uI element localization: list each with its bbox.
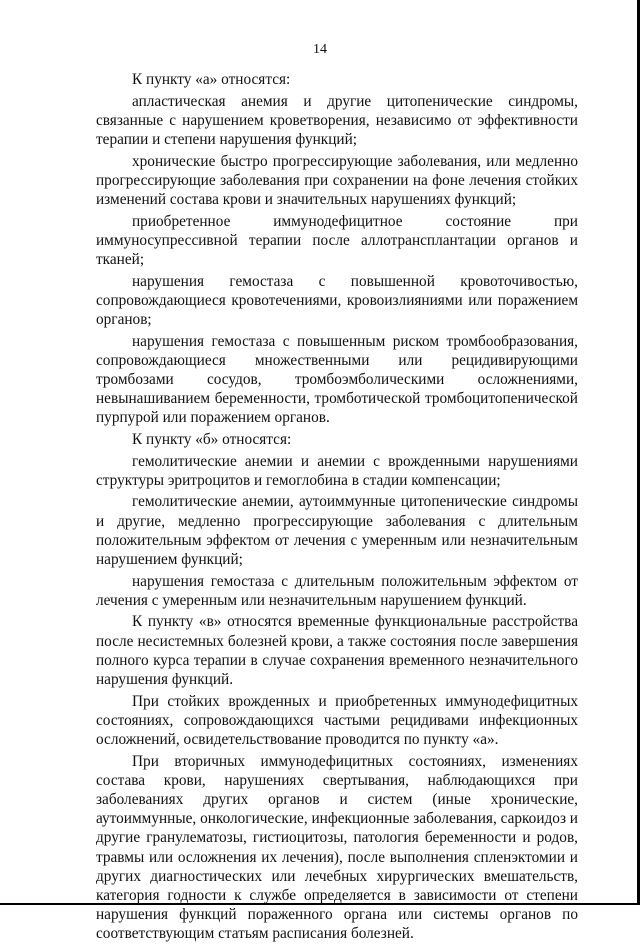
paragraph: нарушения гемостаза с длительным положительным эффектом от лечения с умеренным или незначительным нарушением функций. — [96, 572, 578, 609]
paragraph: нарушения гемостаза с повышенным риском тромбообразования, сопровождающиеся множественными или рецидивирующими тромбозами сосудов, тромбоэмболическими осложнениями, невынашиванием беременности, тромботической тромбоцитопенической пурпурой или поражением органов. — [96, 332, 578, 427]
paragraph-point-v: К пункту «в» относятся временные функциональные расстройства после несистемных болезней крови, а также состояния после завершения полного курса терапии в случае сохранения временного незначительного нарушения функций. — [96, 613, 578, 688]
paragraph: При вторичных иммунодефицитных состояниях, изменениях состава крови, нарушениях свертывания, наблюдающихся при заболеваниях других органов и систем (иные хронические, аутоиммунные, онкологические, инфекционные заболевания, саркоидоз и другие гранулематозы, гистиоцитозы, патология беременности и родов, травмы или осложнения их лечения), после выполнения спленэктомии и других диагностических или лечебных хирургических вмешательств, категория годности к службе определяется в зависимости от степени нарушения функций пораженного органа или системы органов по соответствующим статьям расписания болезней. — [96, 752, 578, 943]
paragraph: хронические быстро прогрессирующие заболевания, или медленно прогрессирующие заболевания при сохранении на фоне лечения стойких изменений состава крови и значительных нарушениях функций; — [96, 152, 578, 208]
paragraph: апластическая анемия и другие цитопенические синдромы, связанные с нарушением кроветворения, независимо от эффективности терапии и степени нарушения функций; — [96, 92, 578, 148]
paragraph: нарушения гемостаза с повышенной кровоточивостью, сопровождающиеся кровотечениями, кровоизлияниями или поражением органов; — [96, 272, 578, 328]
paragraph: При стойких врожденных и приобретенных иммунодефицитных состояниях, сопровождающихся частыми рецидивами инфекционных осложнений, освидетельствование проводится по пункту «а». — [96, 692, 578, 748]
paragraph: гемолитические анемии, аутоиммунные цитопенические синдромы и другие, медленно прогрессирующие заболевания с длительным положительным эффектом от лечения с умеренным или незначительным нарушением функций; — [96, 493, 578, 568]
page-number: 14 — [313, 42, 327, 57]
paragraph-heading-a: К пункту «а» относятся: — [132, 71, 291, 88]
document-body — [96, 70, 578, 946]
paragraph-heading-b: К пункту «б» относятся: — [132, 431, 292, 448]
paragraph: гемолитические анемии и анемии с врожденными нарушениями структуры эритроцитов и гемоглобина в стадии компенсации; — [96, 452, 578, 489]
paragraph: приобретенное иммунодефицитное состояние при иммуносупрессивной терапии после аллотрансплантации органов и тканей; — [96, 212, 578, 268]
